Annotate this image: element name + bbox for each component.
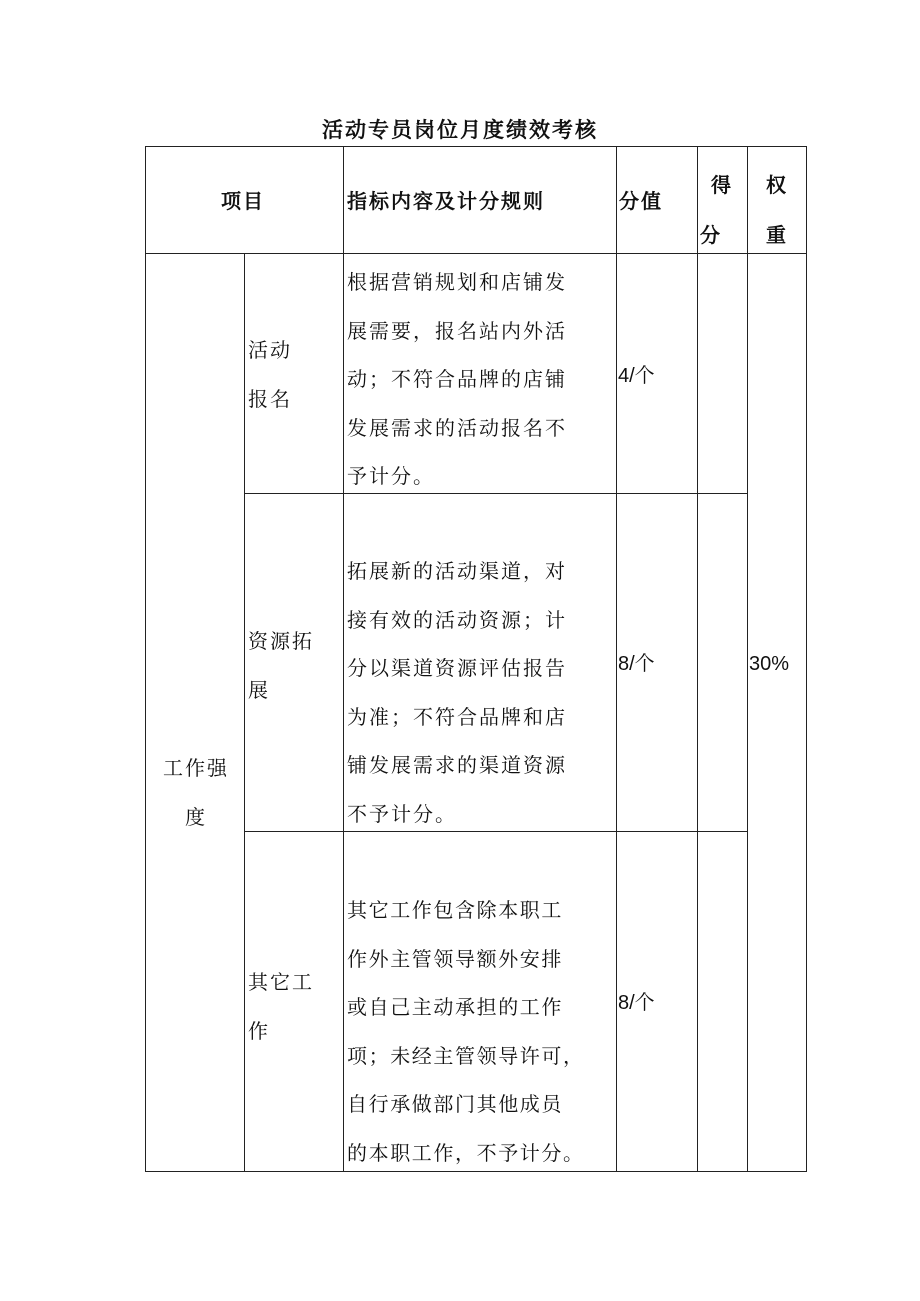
row-2-subitem-line-1: 资源拓 (248, 629, 314, 653)
header-item-label: 项目 (221, 189, 265, 213)
category-label (146, 744, 246, 841)
row-2-score-cell (697, 493, 748, 832)
row-1-desc-line-2: 展需要，报名站内外活 (347, 318, 567, 343)
row-2-desc-line-4: 为准；不符合品牌和店 (347, 704, 567, 729)
row-2-subitem (244, 493, 344, 832)
row-3-description (343, 831, 617, 1172)
category-line-2: 度 (185, 804, 207, 829)
row-3-value-cell (616, 831, 698, 1172)
row-1-subitem-line-1: 活动 (248, 338, 292, 362)
row-3-desc-line-4: 项；未经主管领导许可， (347, 1043, 585, 1068)
row-1-desc-line-3: 动；不符合品牌的店铺 (347, 367, 567, 391)
row-3-subitem (244, 831, 344, 1172)
row-2-value-cell (616, 493, 698, 832)
header-score-value-label: 分值 (619, 189, 663, 213)
category-line-1: 工作强 (163, 756, 229, 780)
row-2-value: 8/个 (618, 653, 655, 675)
row-1-desc-line-1: 根据营销规划和店铺发 (347, 270, 567, 294)
header-got-label-1: 得 (711, 173, 733, 197)
row-2-desc-line-3: 分以渠道资源评估报告 (347, 656, 567, 680)
header-got-label-2: 分 (700, 223, 722, 247)
row-2-desc-line-6: 不予计分。 (347, 801, 457, 826)
row-1-subitem (244, 253, 344, 494)
row-1-score-cell (697, 253, 748, 494)
row-3-subitem-line-2: 作 (248, 1018, 270, 1043)
row-1-desc-line-5: 予计分。 (347, 464, 435, 488)
row-3-subitem-line-1: 其它工 (248, 970, 314, 994)
header-content (343, 146, 617, 254)
row-2-description (343, 493, 617, 832)
category-cell (145, 253, 245, 1172)
header-content-label: 指标内容及计分规则 (347, 189, 545, 213)
header-item (145, 146, 344, 254)
weight-value: 30% (749, 653, 790, 675)
header-weight-label-2: 重 (766, 223, 788, 247)
row-1-description (343, 253, 617, 494)
row-3-desc-line-1: 其它工作包含除本职工 (347, 898, 563, 922)
row-3-desc-line-5: 自行承做部门其他成员 (347, 1092, 563, 1116)
row-2-subitem-line-2: 展 (248, 677, 270, 702)
row-3-desc-line-2: 作外主管领导额外安排 (347, 946, 563, 971)
row-2-desc-line-5: 铺发展需求的渠道资源 (347, 753, 567, 777)
weight-cell (747, 253, 807, 1172)
row-1-value-cell (616, 253, 698, 494)
row-2-desc-line-2: 接有效的活动资源；计 (347, 607, 567, 632)
row-3-desc-line-3: 或自己主动承担的工作 (347, 995, 563, 1019)
row-3-value: 8/个 (618, 992, 655, 1014)
row-3-desc-line-6: 的本职工作，不予计分。 (347, 1140, 585, 1165)
header-weight (747, 146, 807, 254)
header-score-value (616, 146, 698, 254)
row-1-desc-line-4: 发展需求的活动报名不 (347, 415, 567, 440)
header-weight-label-1: 权 (766, 173, 788, 197)
document-title: 活动专员岗位月度绩效考核 (322, 117, 598, 142)
row-1-subitem-line-2: 报名 (248, 386, 292, 411)
header-got-score (697, 146, 748, 254)
row-1-value: 4/个 (618, 365, 655, 387)
row-2-desc-line-1: 拓展新的活动渠道，对 (347, 559, 567, 583)
row-3-score-cell (697, 831, 748, 1172)
